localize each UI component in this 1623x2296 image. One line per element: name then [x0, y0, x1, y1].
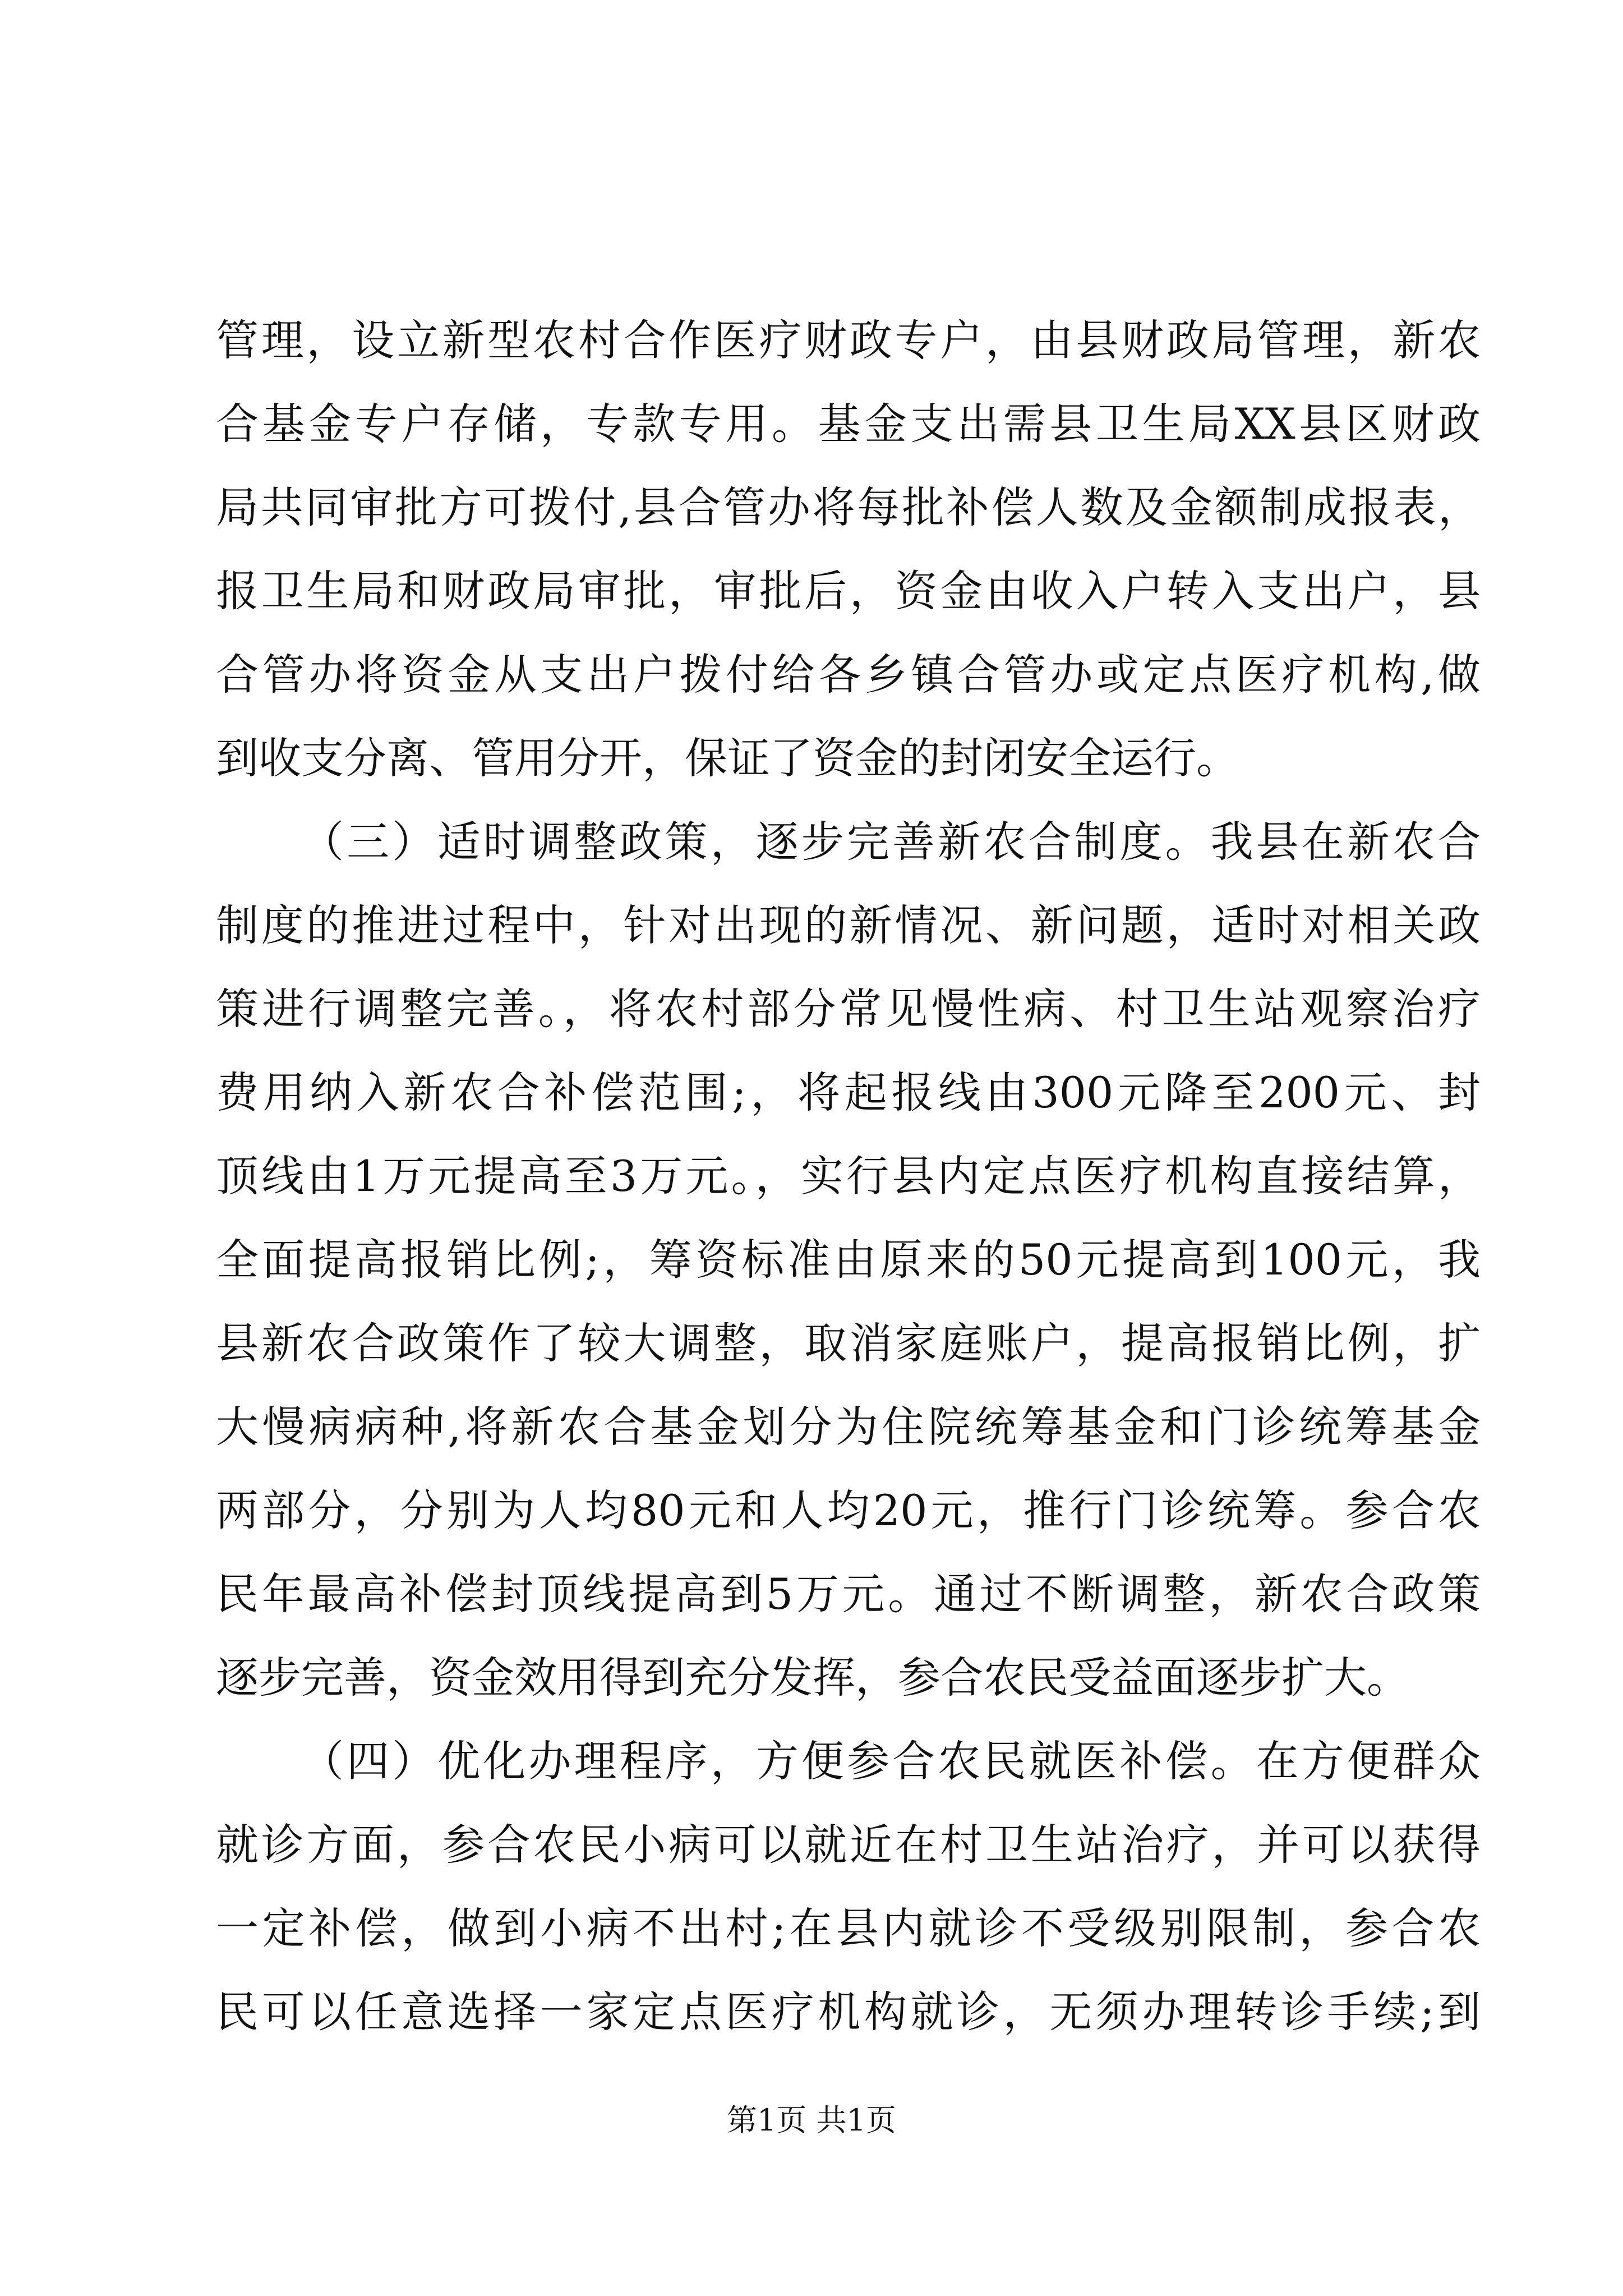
- body-text: [216, 298, 1481, 2054]
- text-line: （三）适时调整政策，逐步完善新农合制度。我县在新农合: [301, 817, 1481, 867]
- text-line: 民年最高补偿封顶线提高到5万元。通过不断调整，新农合政策: [216, 1569, 1481, 1619]
- text-line: 管理，设立新型农村合作医疗财政专户，由县财政局管理，新农: [216, 315, 1481, 365]
- page-footer: [0, 2101, 1623, 2140]
- text-line: 县新农合政策作了较大调整，取消家庭账户，提高报销比例，扩: [216, 1318, 1481, 1368]
- text-line: 顶线由1万元提高至3万元。，实行县内定点医疗机构直接结算，: [216, 1151, 1481, 1201]
- text-line: 费用纳入新农合补偿范围;，将起报线由300元降至200元、封: [216, 1068, 1481, 1117]
- text-line: 全面提高报销比例;，筹资标准由原来的50元提高到100元，我: [216, 1235, 1481, 1285]
- text-line: 报卫生局和财政局审批，审批后，资金由收入户转入支出户，县: [216, 566, 1481, 616]
- text-line: 合管办将资金从支出户拨付给各乡镇合管办或定点医疗机构,做: [216, 650, 1481, 700]
- text-line: 大慢病病种,将新农合基金划分为住院统筹基金和门诊统筹基金: [216, 1402, 1481, 1452]
- text-line: 民可以任意选择一家定点医疗机构就诊，无须办理转诊手续;到: [216, 1987, 1481, 2037]
- text-line: 逐步完善，资金效用得到充分发挥，参合农民受益面逐步扩大。: [216, 1653, 1409, 1703]
- text-line: 策进行调整完善。，将农村部分常见慢性病、村卫生站观察治疗: [216, 984, 1481, 1034]
- text-line: 一定补偿，做到小病不出村;在县内就诊不受级别限制，参合农: [216, 1903, 1481, 1953]
- text-line: 制度的推进过程中，针对出现的新情况、新问题，适时对相关政: [216, 900, 1481, 950]
- text-line: （四）优化办理程序，方便参合农民就医补偿。在方便群众: [301, 1736, 1481, 1786]
- page-number: 第1页 共1页: [727, 2102, 896, 2138]
- text-line: 局共同审批方可拨付,县合管办将每批补偿人数及金额制成报表，: [216, 482, 1481, 532]
- text-line: 合基金专户存储，专款专用。基金支出需县卫生局XX县区财政: [216, 399, 1481, 449]
- text-line: 到收支分离、管用分开，保证了资金的封闭安全运行。: [216, 733, 1239, 783]
- text-line: 两部分，分别为人均80元和人均20元，推行门诊统筹。参合农: [216, 1485, 1481, 1535]
- text-line: 就诊方面，参合农民小病可以就近在村卫生站治疗，并可以获得: [216, 1820, 1481, 1870]
